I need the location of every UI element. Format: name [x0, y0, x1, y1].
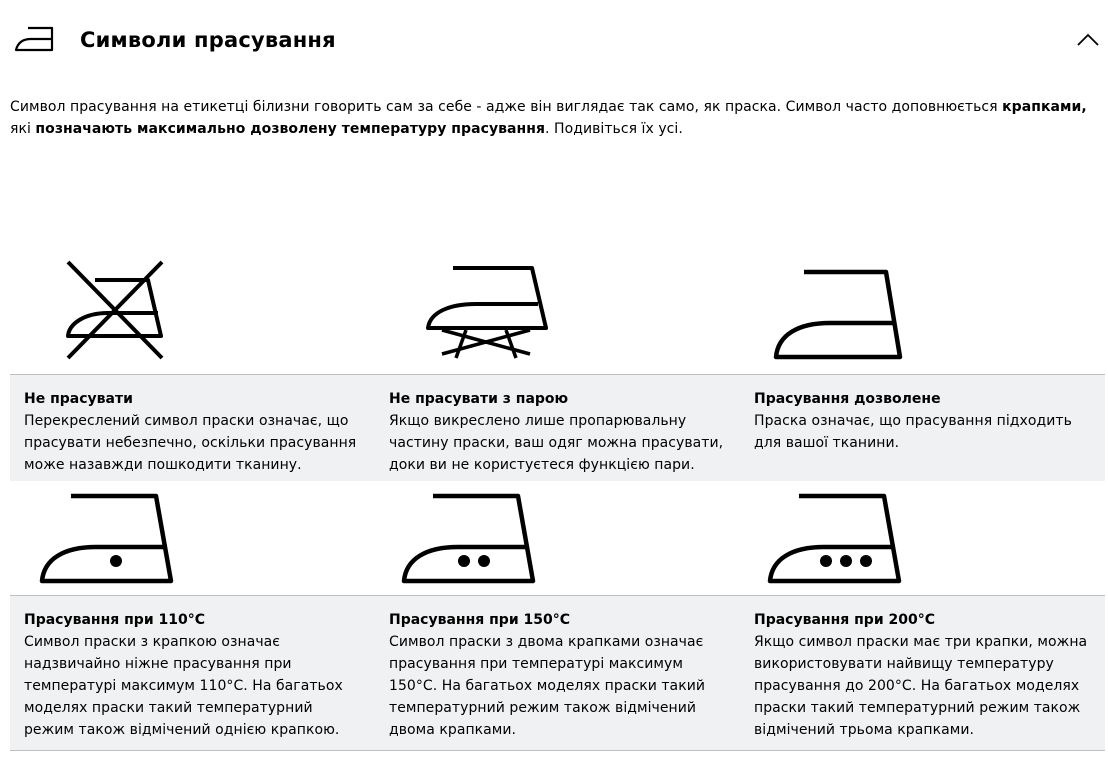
card-icon-cell	[375, 481, 740, 606]
card-text	[754, 609, 1094, 741]
icon-band	[10, 250, 1105, 374]
symbol-card	[740, 596, 1105, 750]
intro-part: Символ прасування на етикетці білизни говорить сам за себе - адже він виглядає так само, як праска. Символ часто доповнюється	[10, 99, 1003, 115]
card-description: Якщо викреслено лише пропарювальну частину праски, ваш одяг можна прасувати, доки ви не користуєтеся функцією пари.	[389, 413, 724, 473]
chevron-up-icon[interactable]	[1068, 22, 1108, 56]
card-icon-cell	[10, 481, 375, 606]
card-title: Не прасувати	[24, 391, 133, 407]
card-text	[754, 388, 1094, 454]
iron-one-dot-icon	[38, 489, 178, 585]
symbol-card	[375, 375, 740, 484]
card-icon-cell	[10, 250, 375, 374]
intro-bold: позначають максимально дозволену температуру прасування	[35, 121, 546, 137]
iron-two-dots-icon	[400, 489, 540, 585]
intro-bold: крапками,	[1002, 99, 1087, 115]
section-title: Символи прасування	[80, 28, 336, 52]
card-text	[24, 609, 364, 741]
no-ironing-icon	[60, 258, 170, 362]
card-description: Символ праски з крапкою означає надзвичайно ніжне прасування при температурі максимум 110°C. На багатьох моделях праски такий температурний режим також відмічений однією крапкою.	[24, 634, 343, 738]
symbols-row	[10, 250, 1105, 485]
symbol-card	[10, 375, 375, 484]
card-description: Якщо символ праски має три крапки, можна використовувати найвищу температуру прасування до 200°C. На багатьох моделях праски такий температурний режим також відмічений трьома крапками.	[754, 634, 1088, 738]
icon-band	[10, 481, 1105, 606]
card-title: Прасування при 150°C	[389, 612, 571, 628]
iron-three-dots-icon	[766, 489, 906, 585]
card-description: Символ праски з двома крапками означає прасування при температурі максимум 150°C. На багатьох моделях праски такий температурний режим також відмічений двома крапками.	[389, 634, 705, 738]
ironing-allowed-icon	[772, 265, 908, 361]
card-text	[389, 388, 729, 476]
card-description: Праска означає, що прасування підходить для вашої тканини.	[754, 413, 1072, 451]
card-description: Перекреслений символ праски означає, що прасувати небезпечно, оскільки прасування може назавжди пошкодити тканину.	[24, 413, 357, 473]
text-band	[10, 374, 1105, 485]
card-icon-cell	[740, 481, 1105, 606]
symbol-card	[740, 375, 1105, 484]
no-steam-ironing-icon	[420, 262, 550, 362]
iron-icon	[14, 22, 56, 56]
symbols-row	[10, 485, 1105, 767]
intro-part: які	[10, 121, 36, 137]
card-title: Не прасувати з парою	[389, 391, 569, 407]
card-icon-cell	[375, 250, 740, 374]
intro-part: . Подивіться їх усі.	[545, 121, 683, 137]
card-title: Прасування при 110°C	[24, 612, 206, 628]
text-band	[10, 595, 1105, 751]
card-text	[24, 388, 364, 476]
card-icon-cell	[740, 250, 1105, 374]
ironing-symbols-grid	[10, 250, 1105, 767]
intro-text	[10, 96, 1100, 140]
card-text	[389, 609, 729, 741]
accordion-header[interactable]	[0, 0, 1108, 80]
card-title: Прасування дозволене	[754, 391, 941, 407]
symbol-card	[10, 596, 375, 750]
card-title: Прасування при 200°C	[754, 612, 936, 628]
symbol-card	[375, 596, 740, 750]
